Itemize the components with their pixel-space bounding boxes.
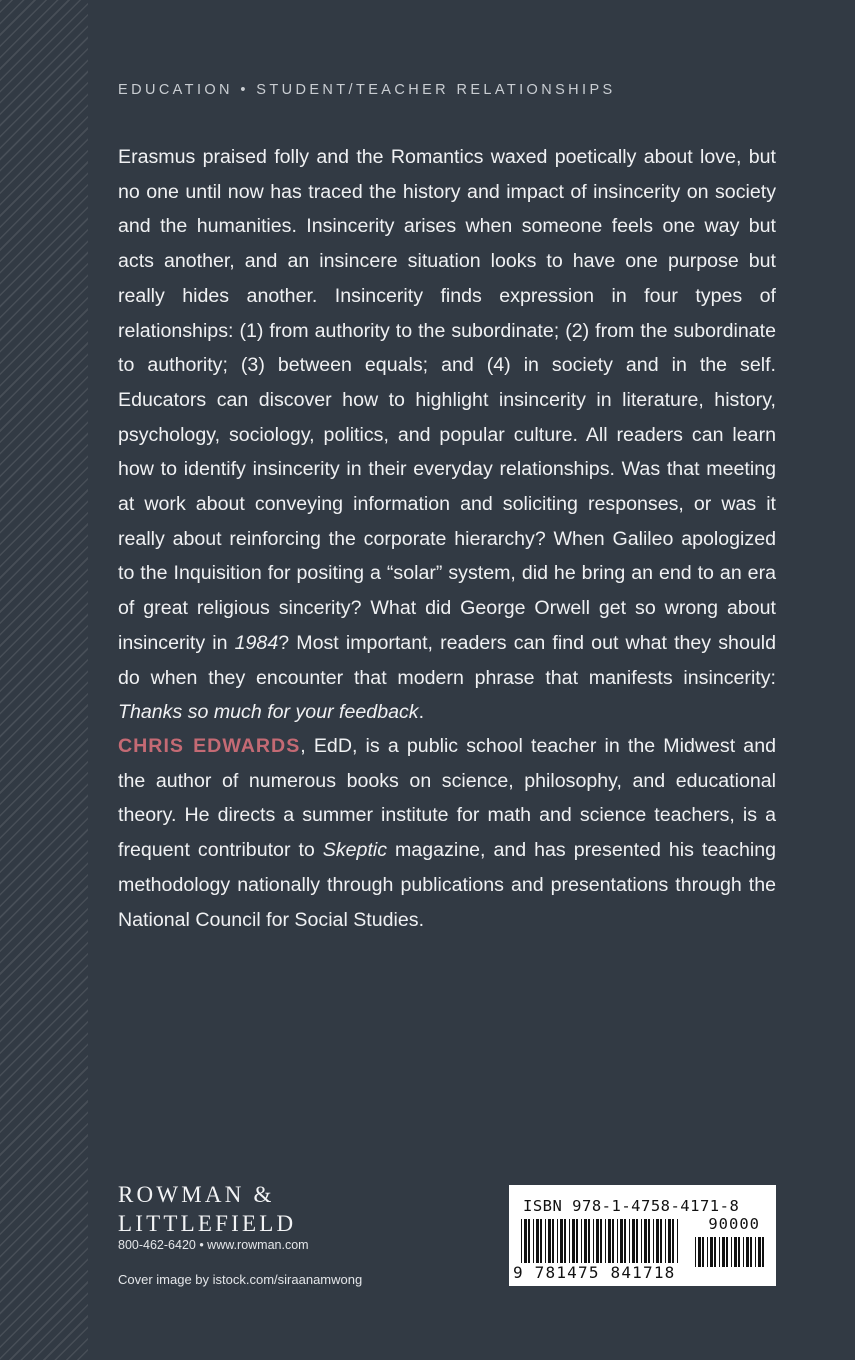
barcode-bar <box>629 1219 630 1263</box>
barcode-bar <box>620 1219 623 1263</box>
barcode-bar <box>632 1219 635 1263</box>
barcode-bar <box>698 1237 701 1267</box>
barcode-bar <box>540 1219 542 1263</box>
barcode-bar <box>707 1237 708 1267</box>
barcode-bar <box>596 1219 599 1263</box>
barcode-bar <box>608 1219 611 1263</box>
description-text-2: ? Most important, readers can find out what they should do when they encounter that modern phrase that manifests insincerity: <box>118 631 776 689</box>
magazine-name: Skeptic <box>322 839 388 862</box>
barcode-bar <box>668 1219 671 1263</box>
barcode-bar <box>545 1219 546 1263</box>
barcode-bar <box>588 1219 590 1263</box>
barcode-bar <box>524 1219 527 1263</box>
barcode-bar <box>624 1219 626 1263</box>
barcode-bar <box>702 1237 704 1267</box>
barcode-bar <box>755 1237 756 1267</box>
barcode-bar <box>569 1219 570 1263</box>
barcode-bar <box>726 1237 728 1267</box>
bio-text-2: magazine, and has presented his teaching methodology nationally through publications and presentations through the National Council for Social Studies. <box>118 839 776 931</box>
barcode-bar <box>746 1237 749 1267</box>
barcode-bar <box>533 1219 534 1263</box>
publisher-contact: 800-462-6420 • www.rowman.com <box>118 1238 309 1252</box>
description-text-1: Erasmus praised folly and the Romantics waxed poetically about love, but no one until now has traced the history and impact of insincerity on society and the humanities. Insincerity arises when someone feels one way but acts another, and an insincere situation looks to have one purpose but really hides another. Insincerity finds expression in four types of relationships: (1) from authority to the subordinate; (2) from the subordinate to authority; (3) between equals; and (4) in society and in the self. Educators can discover how to highlight insincerity in literature, history, psychology, sociology, politics, and popular culture. All readers can learn how to identify insincerity in their everyday relationships. Was that meeting at work about conveying information and soliciting responses, or was it really about reinforcing the corporate hierarchy? When Galileo apologized to the Inquisition for positing a “solar” system, did he bring an end to an era of great religious sincerity? What did George Orwell get so wrong about insincerity in <box>118 146 776 654</box>
isbn-barcode <box>509 1185 776 1286</box>
cover-image-credit: Cover image by istock.com/siraanamwong <box>118 1272 363 1287</box>
barcode-bar <box>557 1219 558 1263</box>
author-bio <box>118 729 776 937</box>
barcode-bar <box>738 1237 740 1267</box>
barcode-bar <box>600 1219 602 1263</box>
publisher-name-line-2: LITTLEFIELD <box>118 1211 297 1236</box>
barcode-bar <box>576 1219 578 1263</box>
barcode-bar <box>536 1219 539 1263</box>
barcode-bar <box>528 1219 530 1263</box>
barcode-bar <box>644 1219 647 1263</box>
barcode-bar <box>695 1237 696 1267</box>
barcode-bar <box>572 1219 575 1263</box>
book-title-1984: 1984 <box>234 631 279 654</box>
barcode-bar <box>750 1237 752 1267</box>
diagonal-stripe-band <box>0 0 88 1360</box>
barcode-bar <box>665 1219 666 1263</box>
barcode-bar <box>648 1219 650 1263</box>
barcode-bar <box>552 1219 554 1263</box>
barcode-bar <box>548 1219 551 1263</box>
price-code: 90000 <box>708 1215 760 1233</box>
barcode-bar <box>653 1219 654 1263</box>
barcode-bar <box>743 1237 744 1267</box>
barcode-bar <box>605 1219 606 1263</box>
ean-digits: 9 781475 841718 <box>513 1263 676 1282</box>
barcode-bar <box>521 1219 522 1263</box>
barcode-bar <box>660 1219 662 1263</box>
barcode-bar <box>656 1219 659 1263</box>
barcode-bar <box>672 1219 674 1263</box>
closing-phrase: Thanks so much for your feedback <box>118 701 419 724</box>
book-description <box>118 140 776 730</box>
barcode-bar <box>719 1237 720 1267</box>
barcode-bar <box>560 1219 563 1263</box>
barcode-bar <box>636 1219 638 1263</box>
barcode-bar <box>677 1219 678 1263</box>
category-label: EDUCATION • STUDENT/TEACHER RELATIONSHIPS <box>118 82 616 98</box>
author-name: CHRIS EDWARDS <box>118 735 301 757</box>
barcode-bar <box>584 1219 587 1263</box>
barcode-bar <box>617 1219 618 1263</box>
barcode-bar <box>710 1237 713 1267</box>
barcode-bar <box>641 1219 642 1263</box>
barcode-bar <box>612 1219 614 1263</box>
publisher-name-line-1: ROWMAN & <box>118 1182 275 1207</box>
barcode-bar <box>581 1219 582 1263</box>
barcode-bar <box>758 1237 761 1267</box>
publisher-logo <box>118 1180 296 1238</box>
barcode-bar <box>731 1237 732 1267</box>
isbn-label: ISBN 978-1-4758-4171-8 <box>523 1197 740 1215</box>
barcode-bar <box>714 1237 716 1267</box>
barcode-bar <box>722 1237 725 1267</box>
barcode-bar <box>564 1219 566 1263</box>
bio-text-1: , EdD, is a public school teacher in the Midwest and the author of numerous books on science, philosophy, and educational theory. He directs a summer institute for math and science teachers, is a frequent contributor to <box>118 735 776 862</box>
barcode-bar <box>762 1237 764 1267</box>
description-text-3: . <box>418 701 425 724</box>
barcode-bar <box>734 1237 737 1267</box>
barcode-bar <box>593 1219 594 1263</box>
